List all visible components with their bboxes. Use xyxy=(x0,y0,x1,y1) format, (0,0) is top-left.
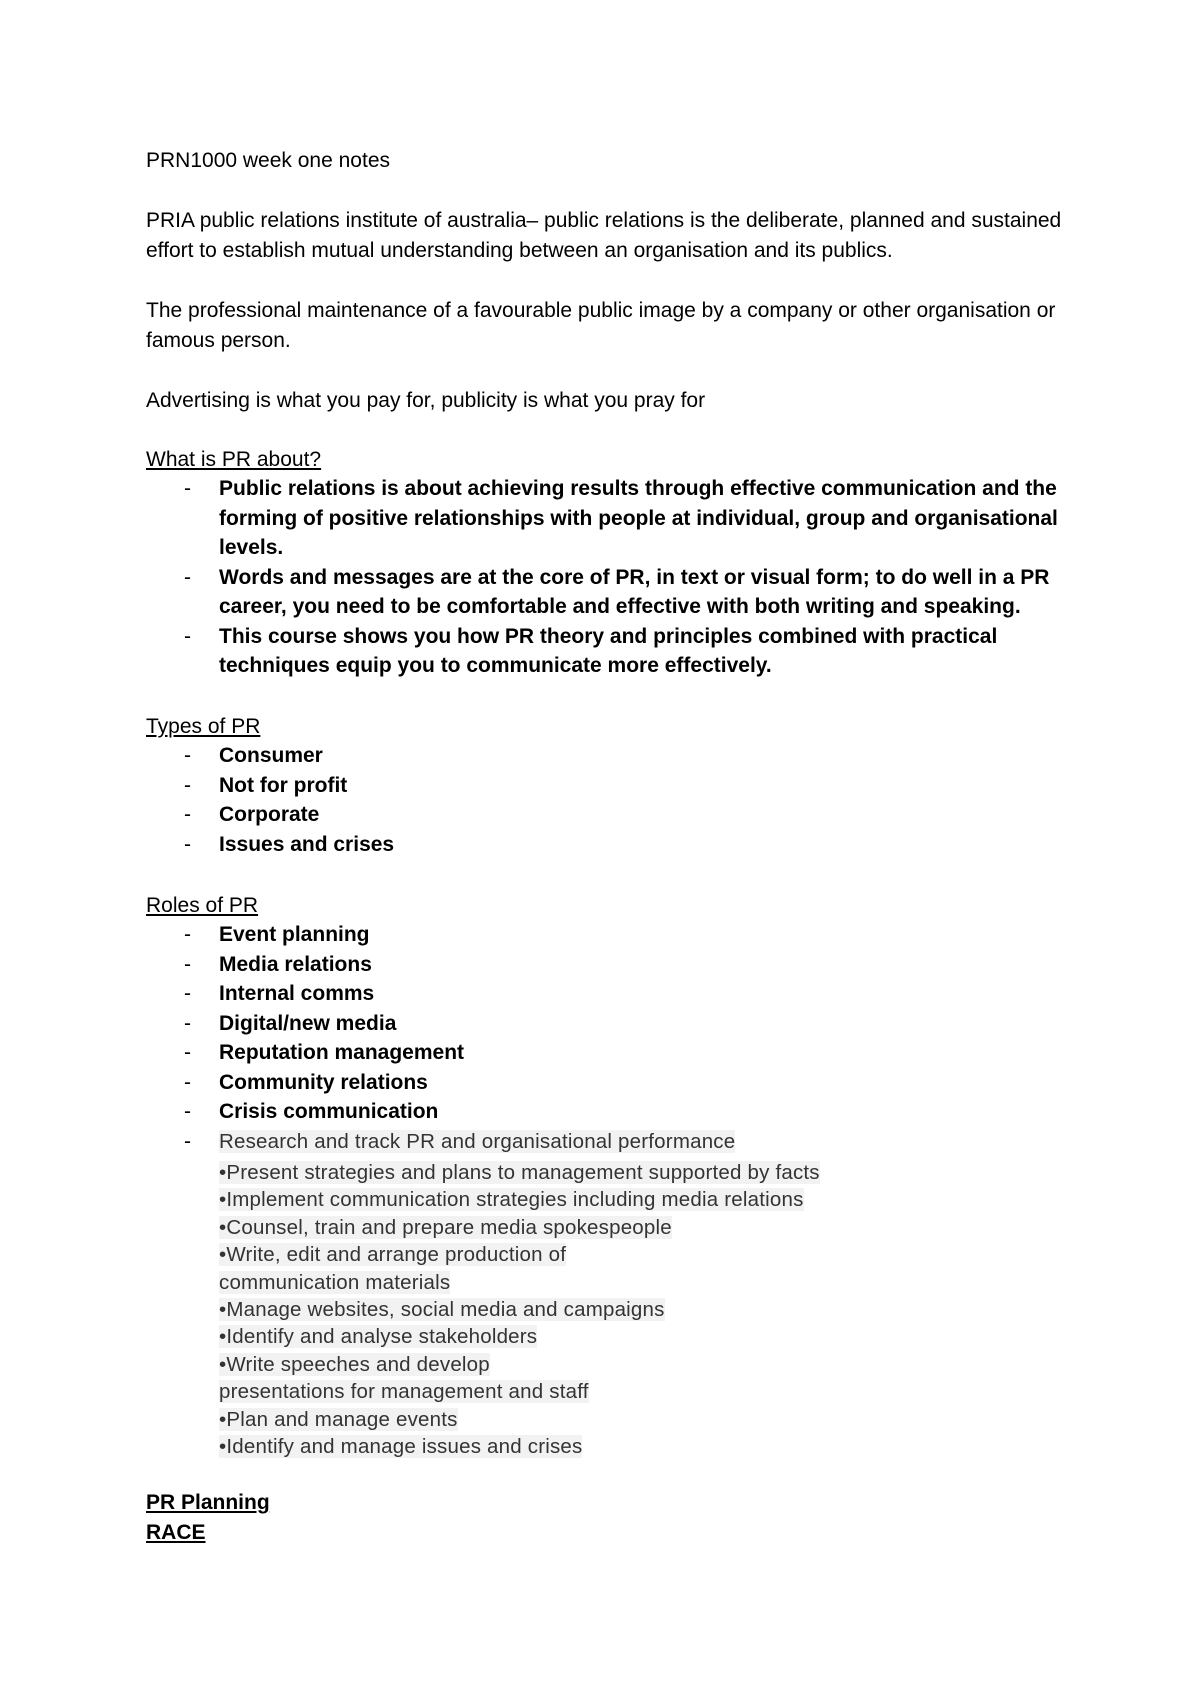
dash-bullet: - xyxy=(184,1070,191,1094)
paragraph-advertising-quote: Advertising is what you pay for, publicity is what you pray for xyxy=(146,389,706,412)
list-item: •Implement communication strategies including media relations xyxy=(219,1188,804,1212)
list-item: - Consumer xyxy=(146,741,1076,771)
list-item: - Community relations xyxy=(146,1068,1076,1098)
heading-types-of-pr: Types of PR xyxy=(146,715,261,738)
heading-roles-of-pr: Roles of PR xyxy=(146,894,259,917)
list-what-is-pr xyxy=(146,474,1076,681)
dash-bullet: - xyxy=(184,1041,191,1064)
list-item: - Research and track PR and organisational performance xyxy=(146,1127,1076,1157)
list-item: - This course shows you how PR theory and principles combined with practical techniques equip you to communicate more effectively. xyxy=(146,622,1076,681)
dash-bullet: - xyxy=(184,477,191,500)
list-item: - Not for profit xyxy=(146,771,1076,801)
dash-bullet: - xyxy=(184,832,191,856)
list-item: - Crisis communication xyxy=(146,1097,1076,1127)
dash-bullet: - xyxy=(184,1129,191,1153)
dash-bullet: - xyxy=(184,744,191,767)
list-item: •Manage websites, social media and campaigns xyxy=(219,1298,665,1322)
list-item: •Identify and analyse stakeholders xyxy=(219,1325,538,1349)
list-item: •Present strategies and plans to management supported by facts xyxy=(219,1161,820,1184)
dash-bullet: - xyxy=(184,803,191,826)
heading-pr-planning: PR Planning xyxy=(146,1491,270,1514)
dash-bullet: - xyxy=(184,923,191,946)
list-item: •Identify and manage issues and crises xyxy=(219,1435,583,1459)
list-item: - Media relations xyxy=(146,950,1076,980)
heading-race: RACE xyxy=(146,1521,206,1544)
list-item: •Write, edit and arrange production of xyxy=(219,1243,567,1267)
list-item: - Public relations is about achieving results through effective communication and the forming of positive relationships with people at individual, group and organisational levels. xyxy=(146,474,1076,563)
list-role-subitems xyxy=(219,1159,820,1460)
dash-bullet: - xyxy=(184,982,191,1005)
list-item: - Event planning xyxy=(146,920,1076,950)
list-item: - Corporate xyxy=(146,800,1076,830)
heading-what-is-pr: What is PR about? xyxy=(146,448,322,471)
dash-bullet: - xyxy=(184,1011,191,1035)
list-item: •Counsel, train and prepare media spokespeople xyxy=(219,1215,672,1239)
list-item: presentations for management and staff xyxy=(219,1380,589,1404)
dash-bullet: - xyxy=(184,624,191,648)
dash-bullet: - xyxy=(184,565,191,589)
list-item: - Digital/new media xyxy=(146,1009,1076,1039)
list-item: •Plan and manage events xyxy=(219,1407,458,1431)
list-item: - Internal comms xyxy=(146,979,1076,1009)
paragraph-pria-definition: PRIA public relations institute of australia– public relations is the deliberate, planned and sustained effort to establish mutual understanding between an organisation and its publics. xyxy=(146,209,1062,262)
dash-bullet: - xyxy=(184,952,191,976)
list-item: •Write speeches and develop xyxy=(219,1352,490,1376)
list-item: communication materials xyxy=(219,1270,451,1294)
paragraph-public-image: The professional maintenance of a favourable public image by a company or other organisation or famous person. xyxy=(146,299,1056,352)
list-item: - Reputation management xyxy=(146,1038,1076,1068)
list-roles-of-pr xyxy=(146,920,1076,1156)
dash-bullet: - xyxy=(184,773,191,797)
list-item: - Issues and crises xyxy=(146,830,1076,860)
document-title: PRN1000 week one notes xyxy=(146,149,390,172)
list-item: - Words and messages are at the core of PR, in text or visual form; to do well in a PR career, you need to be comfortable and effective with both writing and speaking. xyxy=(146,563,1076,622)
list-types-of-pr xyxy=(146,741,1076,859)
dash-bullet: - xyxy=(184,1100,191,1123)
